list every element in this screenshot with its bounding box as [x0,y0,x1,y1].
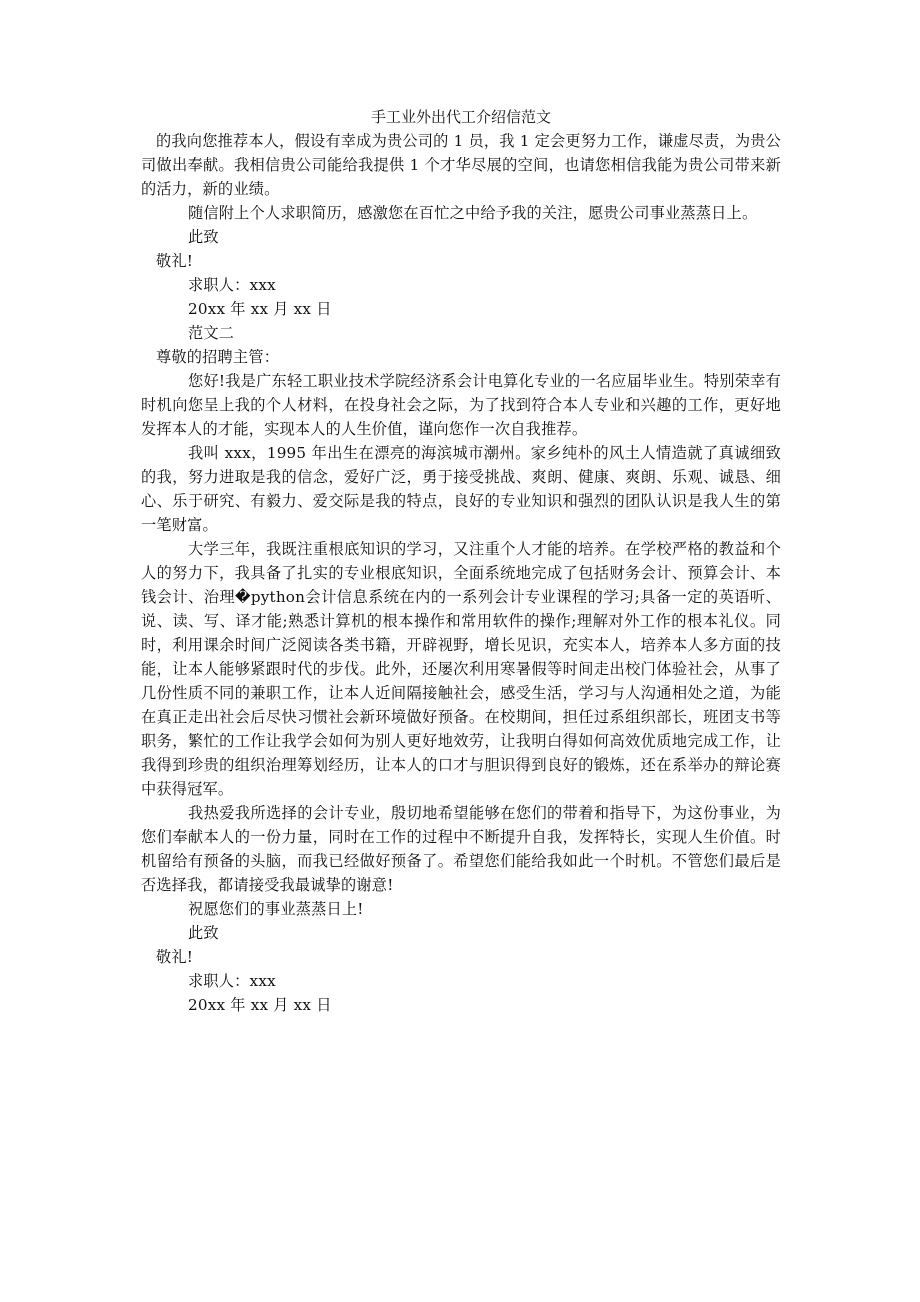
signature-applicant: 求职人：xxx [188,276,276,294]
salutation: 尊敬的招聘主管： [156,348,280,366]
paragraph-passion: 我热爱我所选择的会计专业，殷切地希望能够在您们的带着和指导下，为这份事业，为您们奉献本人的一份力量，同时在工作的过程中不断提升自我，发挥特长，实现人生价值。时机留给有预备的头脑，而我已经做好预备了。希望您们能给我如此一个时机。不管您们最后是否选择我，都请接受我最诚挚的谢意! [141,804,781,894]
paragraph-college-years: 大学三年，我既注重根底知识的学习，又注重个人才能的培养。在学校严格的教益和个人的努力下，我具备了扎实的专业根底知识，全面系统地完成了包括财务会计、预算会计、本钱会计、治理�python会计信息系统在内的一系列会计专业课程的学习;具备一定的英语听、说、读、写、译才能;熟悉计算机的根本操作和常用软件的操作;理解对外工作的根本礼仪。同时，利用课余时间广泛阅读各类书籍，开辟视野，增长见识，充实本人，培养本人多方面的技能，让本人能够紧跟时代的步伐。此外，还屡次利用寒暑假等时间走出校门体验社会，从事了几份性质不同的兼职工作，让本人近间隔接触社会，感受生活，学习与人沟通相处之道，为能在真正走出社会后尽快习惯社会新环境做好预备。在校期间，担任过系组织部长，班团支书等职务，繁忙的工作让我学会如何为别人更好地效劳，让我明白得如何高效优质地完成工作，让我得到珍贵的组织治理筹划经历，让本人的口才与胆识得到良好的锻炼，还在系举办的辩论赛中获得冠军。 [141,540,781,798]
document-title: 手工业外出代工介绍信范文 [370,108,551,126]
closing-jingli-2: 敬礼! [156,948,194,966]
closing-jingli: 敬礼! [156,252,194,270]
closing-cizhi: 此致 [188,228,219,246]
paragraph-resume-attached: 随信附上个人求职简历，感激您在百忙之中给予我的关注，愿贵公司事业蒸蒸日上。 [188,204,758,222]
paragraph-wishes: 祝愿您们的事业蒸蒸日上! [188,900,364,918]
signature-applicant-2: 求职人：xxx [188,972,276,990]
paragraph-self-intro: 我叫 xxx，1995 年出生在漂亮的海滨城市潮州。家乡纯朴的风土人情造就了真诚细致的我，努力进取是我的信念，爱好广泛，勇于接受挑战、爽朗、健康、爽朗、乐观、诚恳、细心、乐于研究、有毅力、爱交际是我的特点，良好的专业知识和强烈的团队认识是我人生的第一笔财富。 [141,444,781,534]
signature-date-2: 20xx 年 xx 月 xx 日 [188,996,332,1014]
signature-date: 20xx 年 xx 月 xx 日 [188,300,332,318]
section-heading-sample-two: 范文二 [188,324,235,342]
closing-cizhi-2: 此致 [188,924,219,942]
paragraph-greeting: 您好!我是广东轻工职业技术学院经济系会计电算化专业的一名应届毕业生。特别荣幸有时机向您呈上我的个人材料，在投身社会之际，为了找到符合本人专业和兴趣的工作，更好地发挥本人的才能，实现本人的人生价值，谨向您作一次自我推荐。 [141,372,781,438]
paragraph-intro: 的我向您推荐本人，假设有幸成为贵公司的 1 员，我 1 定会更努力工作，谦虚尽责，为贵公司做出奉献。我相信贵公司能给我提供 1 个才华尽展的空间，也请您相信我能为贵公司带来新的活力，新的业绩。 [141,132,781,198]
document-page [141,106,781,1017]
